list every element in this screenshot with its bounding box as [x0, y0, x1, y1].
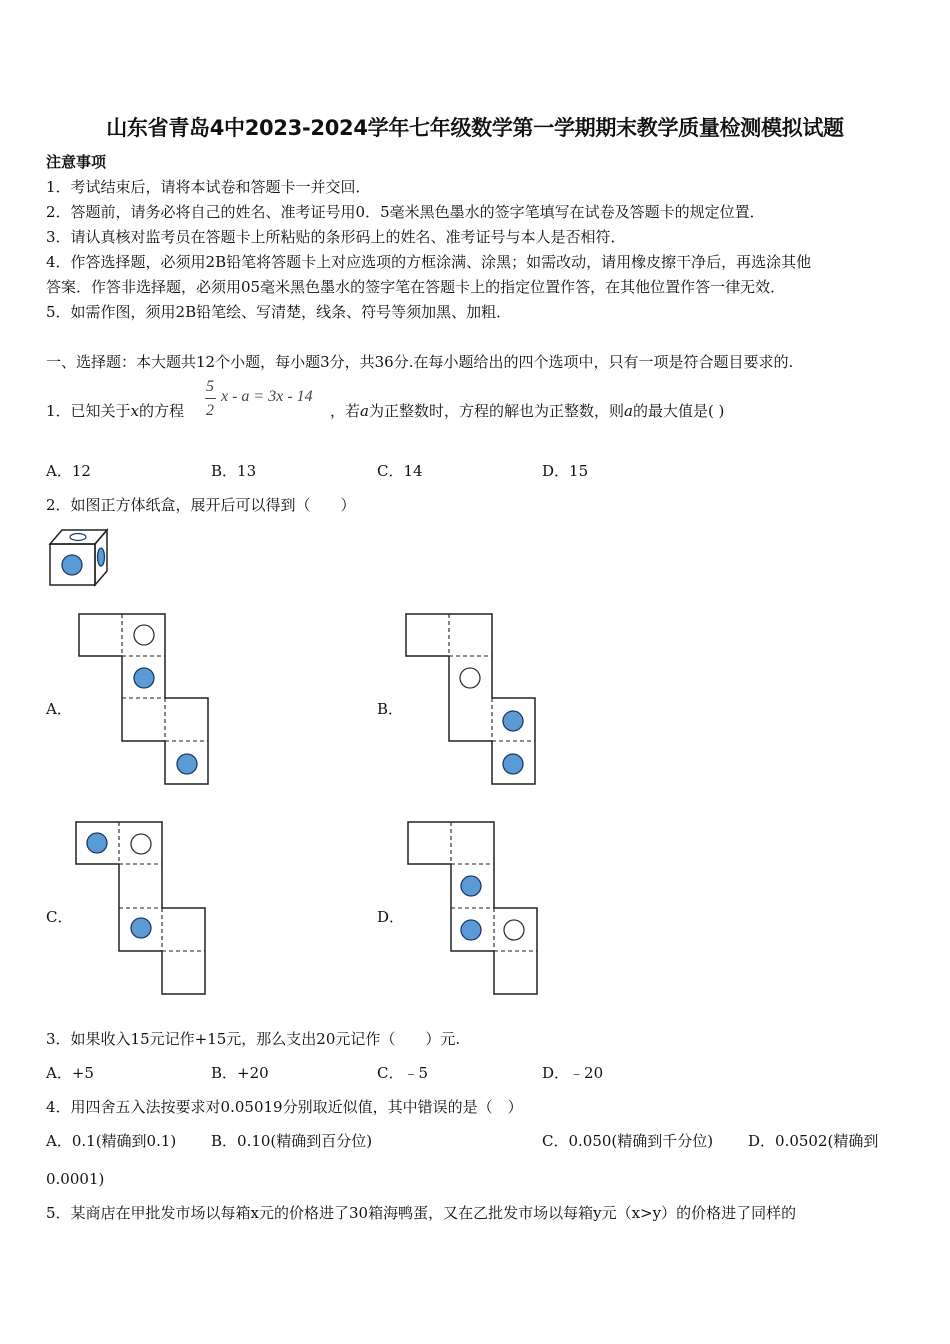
- question-3-stem: 3．如果收入15元记作+15元，那么支出20元记作（ ）元.: [46, 1030, 461, 1048]
- net-empty-circle: [131, 834, 151, 854]
- question-5-stem: 5．某商店在甲批发市场以每箱x元的价格进了30箱海鸭蛋，又在乙批发市场以每箱y元（x>y）的价格进了同样的: [46, 1204, 797, 1222]
- net-blue-dot: [134, 668, 154, 688]
- net-blue-dot: [177, 754, 197, 774]
- cube-side-dot: [98, 548, 105, 566]
- q1-suffix-b: 为正整数时，方程的解也为正整数，则: [368, 402, 624, 420]
- q2-option-b-net[interactable]: [403, 611, 539, 789]
- q4-option-c[interactable]: C．0.050(精确到千分位): [542, 1132, 714, 1150]
- net-blue-dot: [131, 918, 151, 938]
- notice-item: 4．作答选择题，必须用2B铅笔将答题卡上对应选项的方框涂满、涂黑；如需改动，请用橡皮擦干净后，再选涂其他: [46, 253, 812, 271]
- q1-suffix-a: ，若: [330, 402, 361, 420]
- page-title: 山东省青岛4中2023-2024学年七年级数学第一学期期末教学质量检测模拟试题: [106, 116, 844, 140]
- q1-suffix-c: 的最大值是( ): [632, 402, 725, 420]
- question-1-stem: [46, 402, 184, 420]
- q1-mid: 的方程: [139, 402, 185, 420]
- net-empty-circle: [134, 625, 154, 645]
- cube-front-dot: [62, 555, 82, 575]
- q3-option-a[interactable]: A．+5: [46, 1064, 94, 1082]
- net-blue-dot: [87, 833, 107, 853]
- q1-option-c[interactable]: C．14: [377, 462, 423, 480]
- q2-option-b-label[interactable]: B．: [377, 700, 404, 718]
- cube-figure: [47, 526, 111, 588]
- q2-option-a-net[interactable]: [76, 611, 212, 789]
- q2-option-c-label[interactable]: C．: [46, 908, 73, 926]
- notice-item: 答案．作答非选择题，必须用05毫米黑色墨水的签字笔在答题卡上的指定位置作答，在其他位置作答一律无效．: [46, 278, 786, 296]
- q1-var-a: a: [360, 402, 369, 420]
- notice-heading: 注意事项: [46, 153, 107, 171]
- q1-prefix: 1．已知关于: [46, 402, 131, 420]
- q3-option-c[interactable]: C．﹣5: [377, 1064, 429, 1082]
- q1-frac-num: 5: [206, 378, 214, 395]
- notice-item: 3．请认真核对监考员在答题卡上所粘贴的条形码上的姓名、准考证号与本人是否相符．: [46, 228, 626, 246]
- q4-option-d-continued: 0.0001): [46, 1170, 105, 1188]
- cube-top-circle: [70, 534, 86, 541]
- q4-option-b[interactable]: B．0.10(精确到百分位): [211, 1132, 373, 1150]
- q2-option-a-label[interactable]: A．: [46, 700, 72, 718]
- net-blue-dot: [461, 920, 481, 940]
- question-4-stem: 4．用四舍五入法按要求对0.05019分别取近似值，其中错误的是（ ）: [46, 1098, 523, 1116]
- notice-item: 1．考试结束后，请将本试卷和答题卡一并交回．: [46, 178, 371, 196]
- q1-option-b[interactable]: B．13: [211, 462, 257, 480]
- q4-option-a[interactable]: A．0.1(精确到0.1): [46, 1132, 177, 1150]
- q3-option-b[interactable]: B．+20: [211, 1064, 269, 1082]
- notice-item: 2．答题前，请务必将自己的姓名、准考证号用0．5毫米黑色墨水的签字笔填写在试卷及答题卡的规定位置．: [46, 203, 765, 221]
- question-2-stem: 2．如图正方体纸盒，展开后可以得到（ ）: [46, 496, 356, 514]
- section-heading: 一、选择题：本大题共12个小题，每小题3分，共36分.在每小题给出的四个选项中，只有一项是符合题目要求的.: [46, 353, 794, 371]
- q2-option-c-net[interactable]: [73, 819, 211, 999]
- net-empty-circle: [460, 668, 480, 688]
- q1-frac-den: 2: [206, 402, 214, 419]
- net-empty-circle: [504, 920, 524, 940]
- net-blue-dot: [503, 754, 523, 774]
- question-1-tail: [330, 402, 724, 420]
- q4-option-d[interactable]: D．0.0502(精确到: [748, 1132, 879, 1150]
- q1-var-x: x: [130, 402, 140, 420]
- q2-option-d-net[interactable]: [405, 819, 541, 999]
- notice-item: 5．如需作图，须用2B铅笔绘、写清楚，线条、符号等须加黑、加粗．: [46, 303, 512, 321]
- net-blue-dot: [461, 876, 481, 896]
- q1-frac-bar: [205, 398, 216, 399]
- q3-option-d[interactable]: D．﹣20: [542, 1064, 604, 1082]
- q2-option-d-label[interactable]: D．: [377, 908, 405, 926]
- q1-equation: x - a = 3x - 14: [221, 388, 313, 405]
- q1-option-a[interactable]: A．12: [46, 462, 91, 480]
- q1-var-a2: a: [623, 402, 633, 420]
- q1-option-d[interactable]: D．15: [542, 462, 589, 480]
- net-blue-dot: [503, 711, 523, 731]
